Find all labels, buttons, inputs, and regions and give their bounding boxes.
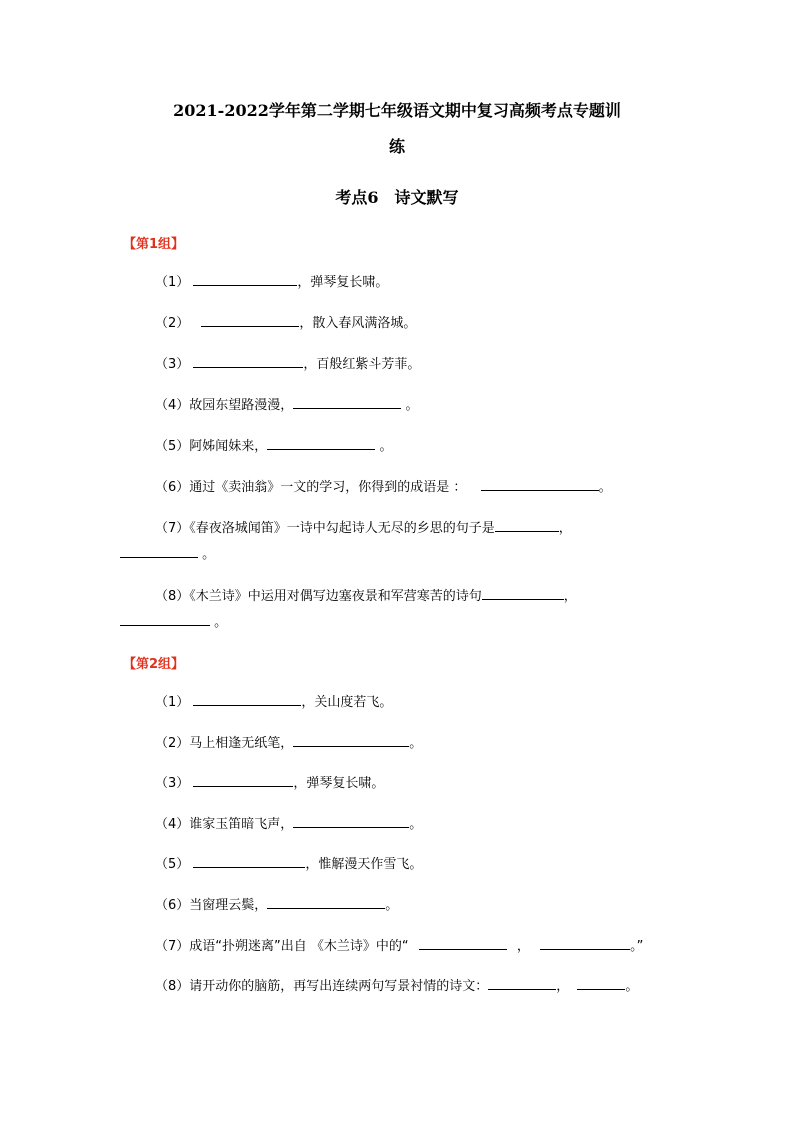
question-end: 。 xyxy=(625,979,639,994)
answer-blank[interactable] xyxy=(201,314,299,327)
question-number: （7） xyxy=(155,939,190,954)
page-title-line1: 2021-2022学年第二学期七年级语文期中复习高频考点专题训 xyxy=(173,101,621,120)
question-comma: ， xyxy=(516,939,530,954)
page-title-line2: 练 xyxy=(388,137,405,156)
question-text: ，百般红紫斗芳菲。 xyxy=(303,357,421,372)
answer-blank-2[interactable] xyxy=(120,613,210,626)
question-text: ，关山度若飞。 xyxy=(301,695,393,710)
question-number: （2） xyxy=(155,736,190,751)
question-2-4 xyxy=(155,815,422,833)
answer-blank-2[interactable] xyxy=(120,545,198,558)
question-2-6 xyxy=(155,896,398,914)
question-text: 阿姊闻妹来， xyxy=(189,439,268,454)
question-1-7 xyxy=(155,519,572,537)
question-2-2 xyxy=(155,734,422,752)
question-text: 《木兰诗》中运用对偶写边塞夜景和军营寒苦的诗句 xyxy=(189,589,482,604)
question-number: （1） xyxy=(155,695,190,710)
question-number: （7） xyxy=(155,521,190,536)
question-1-7-cont xyxy=(120,545,215,563)
question-1-5 xyxy=(155,437,392,455)
answer-blank[interactable] xyxy=(267,437,375,450)
answer-blank-1[interactable] xyxy=(482,587,564,600)
question-text: ，惟解漫天作雪飞。 xyxy=(305,857,423,872)
question-1-6 xyxy=(155,478,612,496)
answer-blank-1[interactable] xyxy=(488,977,556,990)
question-text: 故园东望路漫漫， xyxy=(189,398,294,413)
question-1-8-cont xyxy=(120,613,227,631)
answer-blank-2[interactable] xyxy=(577,977,625,990)
question-end: 。 xyxy=(379,439,393,454)
question-1-3 xyxy=(155,355,420,373)
answer-blank[interactable] xyxy=(193,355,303,368)
question-number: （2） xyxy=(155,316,190,331)
answer-blank-1[interactable] xyxy=(495,519,559,532)
question-number: （8） xyxy=(155,589,190,604)
question-number: （5） xyxy=(155,439,190,454)
question-1-2 xyxy=(155,314,416,332)
question-end: 。 xyxy=(214,615,228,630)
question-comma: ， xyxy=(558,521,572,536)
question-text: 成语“扑朔迷离”出自 《木兰诗》中的“ xyxy=(189,939,409,954)
question-number: （8） xyxy=(155,979,190,994)
answer-blank[interactable] xyxy=(267,896,385,909)
question-number: （4） xyxy=(155,817,190,832)
question-number: （1） xyxy=(155,275,190,290)
question-number: （3） xyxy=(155,357,190,372)
question-end: 。 xyxy=(385,898,399,913)
question-number: （4） xyxy=(155,398,190,413)
question-1-4 xyxy=(155,396,418,414)
answer-blank[interactable] xyxy=(293,396,401,409)
question-comma: ， xyxy=(563,589,577,604)
answer-blank[interactable] xyxy=(481,478,599,491)
answer-blank[interactable] xyxy=(193,273,297,286)
question-text: 《春夜洛城闻笛》一诗中勾起诗人无尽的乡思的句子是 xyxy=(189,521,495,536)
question-2-1 xyxy=(155,693,392,711)
question-text: 谁家玉笛暗飞声， xyxy=(189,817,294,832)
question-end: 。 xyxy=(405,398,419,413)
group-2-label: 【第2组】 xyxy=(123,657,185,672)
group-1-label: 【第1组】 xyxy=(123,237,185,252)
answer-blank[interactable] xyxy=(193,774,293,787)
question-text: ，散入春风满洛城。 xyxy=(299,316,417,331)
question-2-5 xyxy=(155,855,422,873)
question-1-8 xyxy=(155,587,577,605)
question-number: （6） xyxy=(155,898,190,913)
answer-blank[interactable] xyxy=(193,855,305,868)
question-text: 当窗理云鬓， xyxy=(189,898,268,913)
answer-blank[interactable] xyxy=(293,815,409,828)
question-2-8 xyxy=(155,977,638,995)
question-number: （5） xyxy=(155,857,190,872)
question-number: （3） xyxy=(155,776,190,791)
answer-blank-1[interactable] xyxy=(419,937,507,950)
question-text: 请开动你的脑筋，再写出连续两句写景衬情的诗文： xyxy=(189,979,489,994)
answer-blank[interactable] xyxy=(193,693,301,706)
question-end: 。 xyxy=(202,547,216,562)
question-text: ，弹琴复长啸。 xyxy=(293,776,385,791)
page-subtitle: 考点6 诗文默写 xyxy=(335,188,459,207)
question-2-7 xyxy=(155,937,643,955)
question-text: 马上相逢无纸笔， xyxy=(189,736,294,751)
question-comma: ， xyxy=(556,979,570,994)
question-number: （6） xyxy=(155,480,190,495)
question-text: ，弹琴复长啸。 xyxy=(297,275,389,290)
question-1-1 xyxy=(155,273,388,291)
question-end: 。 xyxy=(409,817,423,832)
answer-blank-2[interactable] xyxy=(540,937,630,950)
question-end: 。” xyxy=(630,939,644,954)
question-end: 。 xyxy=(598,480,612,495)
question-end: 。 xyxy=(409,736,423,751)
answer-blank[interactable] xyxy=(293,734,409,747)
question-text: 通过《卖油翁》一文的学习，你得到的成语是 ： xyxy=(189,480,467,495)
question-2-3 xyxy=(155,774,384,792)
